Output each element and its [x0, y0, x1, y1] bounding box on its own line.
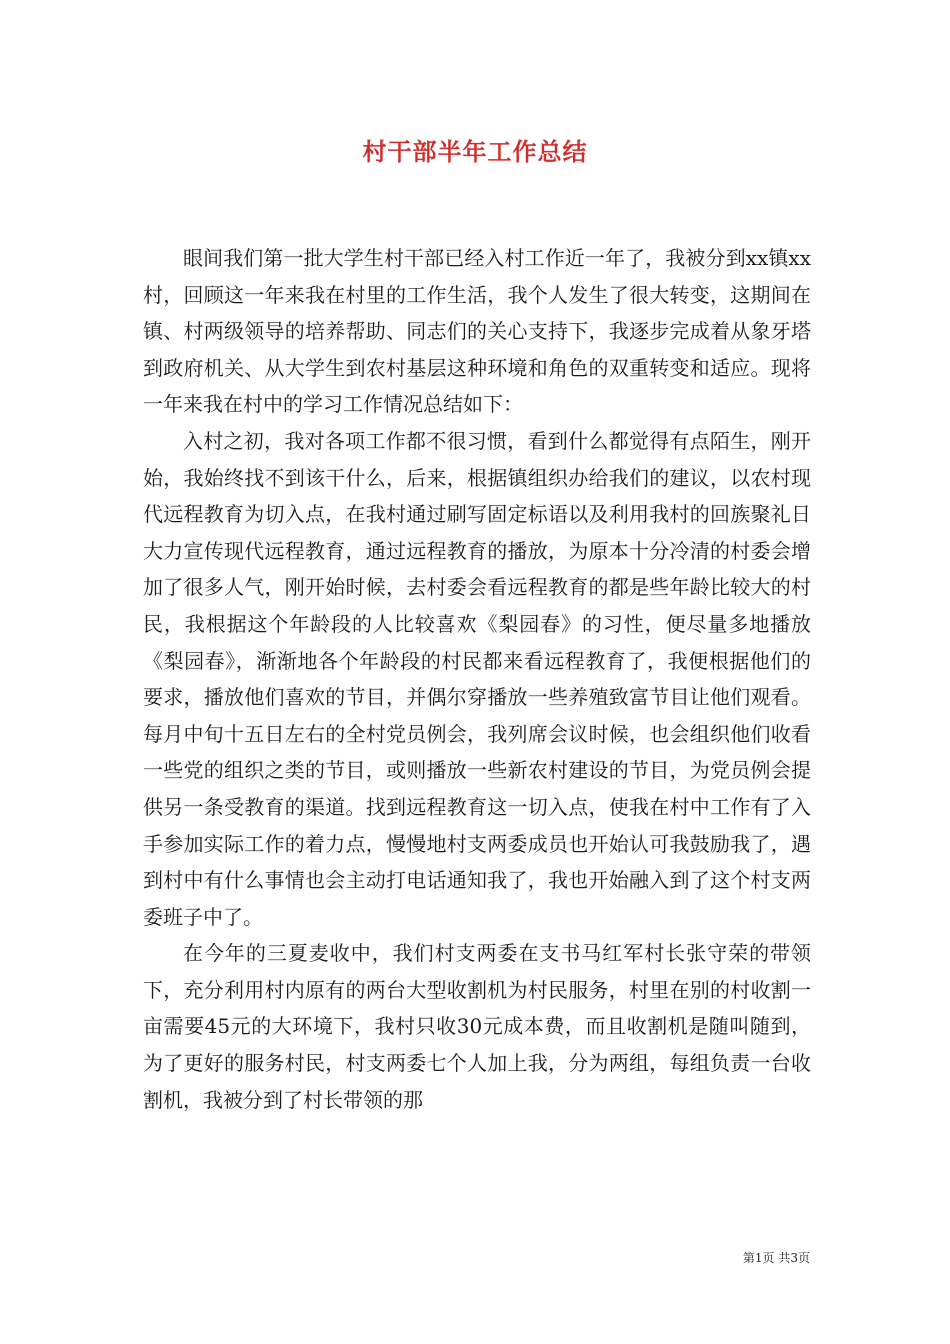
- page-number-footer: 第1页 共3页: [742, 1251, 810, 1265]
- document-body: [143, 240, 811, 1118]
- document-title: 村干部半年工作总结: [362, 137, 588, 166]
- paragraph-harvest: 在今年的三夏麦收中，我们村支两委在支书马红军村长张守荣的带领下，充分利用村内原有的两台大型收割机为村民服务，村里在别的村收割一亩需要45元的大环境下，我村只收30元成本费，而且收割机是随叫随到，为了更好的服务村民，村支两委七个人加上我，分为两组，每组负责一台收割机，我被分到了村长带领的那: [143, 941, 811, 1112]
- paragraph-remote-education: 入村之初，我对各项工作都不很习惯，看到什么都觉得有点陌生，刚开始，我始终找不到该干什么，后来，根据镇组织办给我们的建议，以农村现代远程教育为切入点，在我村通过刷写固定标语以及利用我村的回族聚礼日大力宣传现代远程教育，通过远程教育的播放，为原本十分冷清的村委会增加了很多人气，刚开始时候，去村委会看远程教育的都是些年龄比较大的村民，我根据这个年龄段的人比较喜欢《梨园春》的习性，便尽量多地播放《梨园春》，渐渐地各个年龄段的村民都来看远程教育了，我便根据他们的要求，播放他们喜欢的节目，并偶尔穿播放一些养殖致富节目让他们观看。每月中旬十五日左右的全村党员例会，我列席会议时候，也会组织他们收看一些党的组织之类的节目，或则播放一些新农村建设的节目，为党员例会提供另一条受教育的渠道。找到远程教育这一切入点，使我在村中工作有了入手参加实际工作的着力点，慢慢地村支两委成员也开始认可我鼓励我了，遇到村中有什么事情也会主动打电话通知我了，我也开始融入到了这个村支两委班子中了。: [143, 428, 811, 929]
- paragraph-intro: 眼间我们第一批大学生村干部已经入村工作近一年了，我被分到xx镇xx村，回顾这一年来我在村里的工作生活，我个人发生了很大转变，这期间在镇、村两级领导的培养帮助、同志们的关心支持下，我逐步完成着从象牙塔到政府机关、从大学生到农村基层这种环境和角色的双重转变和适应。现将一年来我在村中的学习工作情况总结如下：: [143, 246, 811, 417]
